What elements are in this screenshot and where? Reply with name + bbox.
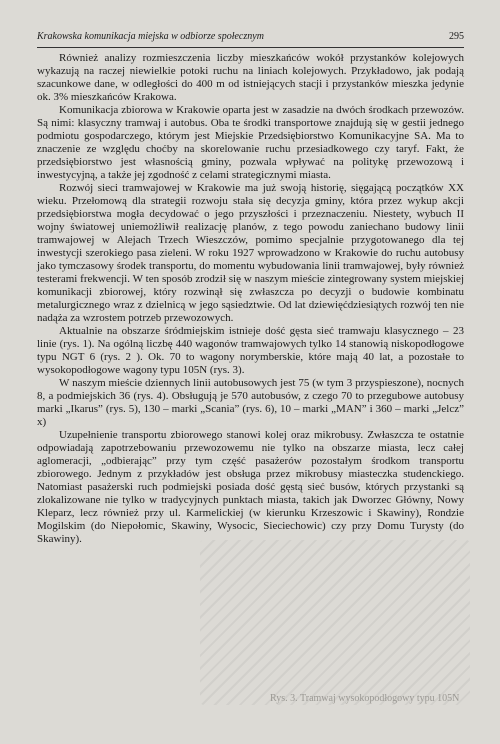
paragraph: Również analizy rozmieszczenia liczby mieszkańców wokół przystanków kolejowych wykazują na raczej niewielkie potoki ruchu na liniach kolejowych. Przykładowo, jak podają szacunkowe dane, w odległości do 400 m od istniejących stacji i przystanków mieszka jedynie ok. 3% mieszkańców Krakowa. <box>37 52 464 103</box>
show-through-caption: Rys. 3. Tramwaj wysokopodłogowy typu 105N <box>270 693 460 704</box>
paragraph: Aktualnie na obszarze śródmiejskim istnieje dość gęsta sieć tramwaju klasycznego – 23 linie (rys. 1). Na ogólną liczbę 440 wagonów tramwajowych tylko 14 stanowią niskopodłogowe typu NGT 6 (rys. 2 ). Ok. 70 to wagony norymberskie, które mają 40 lat, a pozostałe to wysokopodłogowe wagony typu 105N (rys. 3). <box>37 325 464 376</box>
paragraph: Komunikacja zbiorowa w Krakowie oparta jest w zasadzie na dwóch środkach przewozów. Są nimi: klasyczny tramwaj i autobus. Oba te środki transportowe znajdują się w gestii jednego podmiotu gospodarczego, którym jest Miejskie Przedsiębiorstwo Komunikacyjne SA. Ma to znaczenie ze względu choćby na skorelowanie ruchu przesiadkowego czy taryf. Fakt, że przedsiębiorstwo jest własnością gminy, pozwala wpływać na politykę przewozową i inwestycyjną, a także jej zgodność z celami strategicznymi miasta. <box>37 104 464 181</box>
paragraph: Rozwój sieci tramwajowej w Krakowie ma już swoją historię, sięgającą początków XX wieku. Przełomową dla strategii rozwoju stała się decyzja gminy, która przez wykup akcji przedsiębiorstwa mogła decydować o jego przyszłości i przeznaczeniu. Niestety, wybuch II wojny światowej uniemożliwił realizację planów, z tego powodu zaniechano budowy linii tramwajowej w Alejach Trzech Wieszczów, pomimo specjalnie przygotowanego dla tej inwestycji szerokiego pasa zieleni. W roku 1927 wprowadzono w Krakowie do ruchu autobusy jako tymczasowy środek transportu, do momentu wybudowania linii tramwajowej, były również testerami frekwencji. W ten sposób zrodził się w naszym mieście zintegrowany system miejskiej komunikacji zbiorowej, który rozwinął się zwłaszcza po decyzji o budowie kombinatu metalurgicznego wraz z dzielnicą w jego sąsiedztwie. Od lat dziewięćdziesiątych rozwój ten nie nadąża za wzrostem potrzeb przewozowych. <box>37 182 464 324</box>
show-through-figure <box>200 540 470 705</box>
paragraph: W naszym mieście dziennych linii autobusowych jest 75 (w tym 3 przyspieszone), nocnych 8, a podmiejskich 36 (rys. 4). Obsługują je 570 autobusów, z czego 70 to przegubowe autobusy marki „Ikarus” (rys. 5), 130 – marki „Scania” (rys. 6), 10 – marki „MAN” i 360 – marki „Jelcz” x) <box>37 377 464 428</box>
page-number: 295 <box>449 31 464 42</box>
body-text <box>37 52 464 546</box>
paragraph: Uzupełnienie transportu zbiorowego stanowi kolej oraz mikrobusy. Zwłaszcza te ostatnie odpowiadają zapotrzebowaniu przewozowemu nie tylko na obszarze miasta, lecz całej aglomeracji, „odbierając” przy tym część pasażerów pozostałym środkom transportu zbiorowego. Jednym z przykładów jest obsługa przez mikrobusy miasteczka studenckiego. Natomiast pasażerski ruch podmiejski posiada dość gęstą sieć busów, których przystanki są zlokalizowane nie tylko w tradycyjnych punktach miasta, takich jak Dworzec Główny, Nowy Kleparz, lecz również przy ul. Karmelickiej (w kierunku Krzeszowic i Skawiny), Rondzie Mogilskim (do Niepołomic, Skawiny, Wysocic, Sieciechowic) czy przy Domu Turysty (do Skawiny). <box>37 429 464 545</box>
running-header <box>37 31 464 42</box>
running-title: Krakowska komunikacja miejska w odbiorze społecznym <box>37 31 264 42</box>
header-rule <box>37 47 464 48</box>
